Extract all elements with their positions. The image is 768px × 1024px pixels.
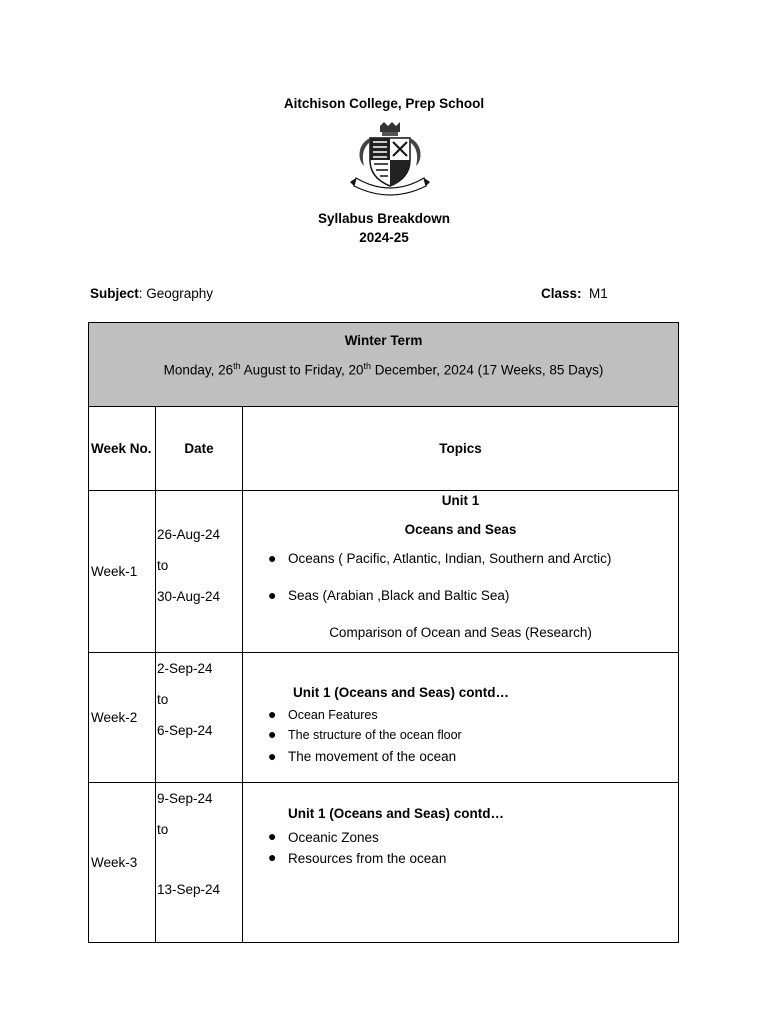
bullet-text: Oceans ( Pacific, Atlantic, Indian, Southern and Arctic) (288, 551, 612, 566)
date-cell (156, 491, 243, 653)
topics-cell (243, 491, 679, 653)
bullet-text: The structure of the ocean floor (288, 728, 462, 742)
date-to-word: to (157, 692, 169, 707)
column-header-date: Date (156, 407, 243, 491)
unit-title: Oceans and Seas (404, 522, 517, 537)
bullet-text: The movement of the ocean (288, 749, 457, 764)
syllabus-table (88, 322, 679, 943)
table-row (89, 491, 679, 653)
document-title: Syllabus Breakdown (317, 211, 451, 226)
term-cell (89, 323, 679, 407)
unit-title: Unit 1 (Oceans and Seas) contd… (288, 806, 505, 821)
list-item: ● The structure of the ocean floor (268, 726, 462, 742)
list-item: ● Oceanic Zones (268, 828, 379, 845)
date-to: 6-Sep-24 (157, 723, 213, 738)
term-end-sup: th (363, 361, 372, 371)
list-item: ● The movement of the ocean (268, 748, 457, 764)
class-value: M1 (589, 286, 608, 301)
subject-value: : Geography (138, 286, 214, 301)
subject-label: Subject (90, 286, 139, 301)
list-item: ● Seas (Arabian ,Black and Baltic Sea) (268, 587, 510, 603)
class-label: Class: (541, 286, 582, 301)
term-mid: August to Friday, 20 (240, 362, 364, 378)
unit-title: Unit 1 (Oceans and Seas) contd… (293, 685, 510, 700)
date-to-word: to (157, 822, 169, 837)
date-to: 13-Sep-24 (157, 882, 221, 897)
table-row (89, 653, 679, 783)
date-to: 30-Aug-24 (157, 589, 221, 604)
week-cell: Week-2 (89, 653, 156, 783)
date-to-word: to (157, 558, 169, 573)
school-crest-logo (350, 120, 430, 198)
unit-label: Unit 1 (441, 493, 480, 508)
date-cell (156, 783, 243, 943)
topics-cell (243, 653, 679, 783)
bullet-text: Oceanic Zones (288, 830, 379, 845)
school-name: Aitchison College, Prep School (283, 96, 485, 111)
bullet-text: Ocean Features (288, 708, 378, 722)
column-header-week: Week No. (89, 407, 156, 491)
topics-cell (243, 783, 679, 943)
week-cell: Week-1 (89, 491, 156, 653)
bullet-text: Resources from the ocean (288, 851, 447, 866)
list-item: ● Ocean Features (268, 706, 378, 722)
date-from: 2-Sep-24 (157, 661, 213, 676)
term-start-sup: th (233, 361, 241, 371)
term-header-row (89, 323, 679, 407)
term-dates (89, 361, 678, 378)
term-start-day: Monday, 26 (163, 362, 234, 378)
subject-line (90, 286, 213, 301)
list-item: ● Oceans ( Pacific, Atlantic, Indian, Southern and Arctic) (268, 550, 612, 566)
research-note: Comparison of Ocean and Seas (Research) (329, 625, 592, 640)
date-from: 26-Aug-24 (157, 527, 221, 542)
week-cell: Week-3 (89, 783, 156, 943)
list-item: ● Resources from the ocean (268, 849, 447, 866)
class-line (541, 286, 608, 301)
bullet-text: Seas (Arabian ,Black and Baltic Sea) (288, 588, 510, 603)
date-cell (156, 653, 243, 783)
column-header-row (89, 407, 679, 491)
date-from: 9-Sep-24 (157, 791, 213, 806)
table-row (89, 783, 679, 943)
term-end-rest: December, 2024 (17 Weeks, 85 Days) (371, 362, 604, 378)
column-header-topics: Topics (243, 407, 679, 491)
academic-year: 2024-25 (359, 230, 409, 245)
term-title: Winter Term (344, 333, 423, 348)
